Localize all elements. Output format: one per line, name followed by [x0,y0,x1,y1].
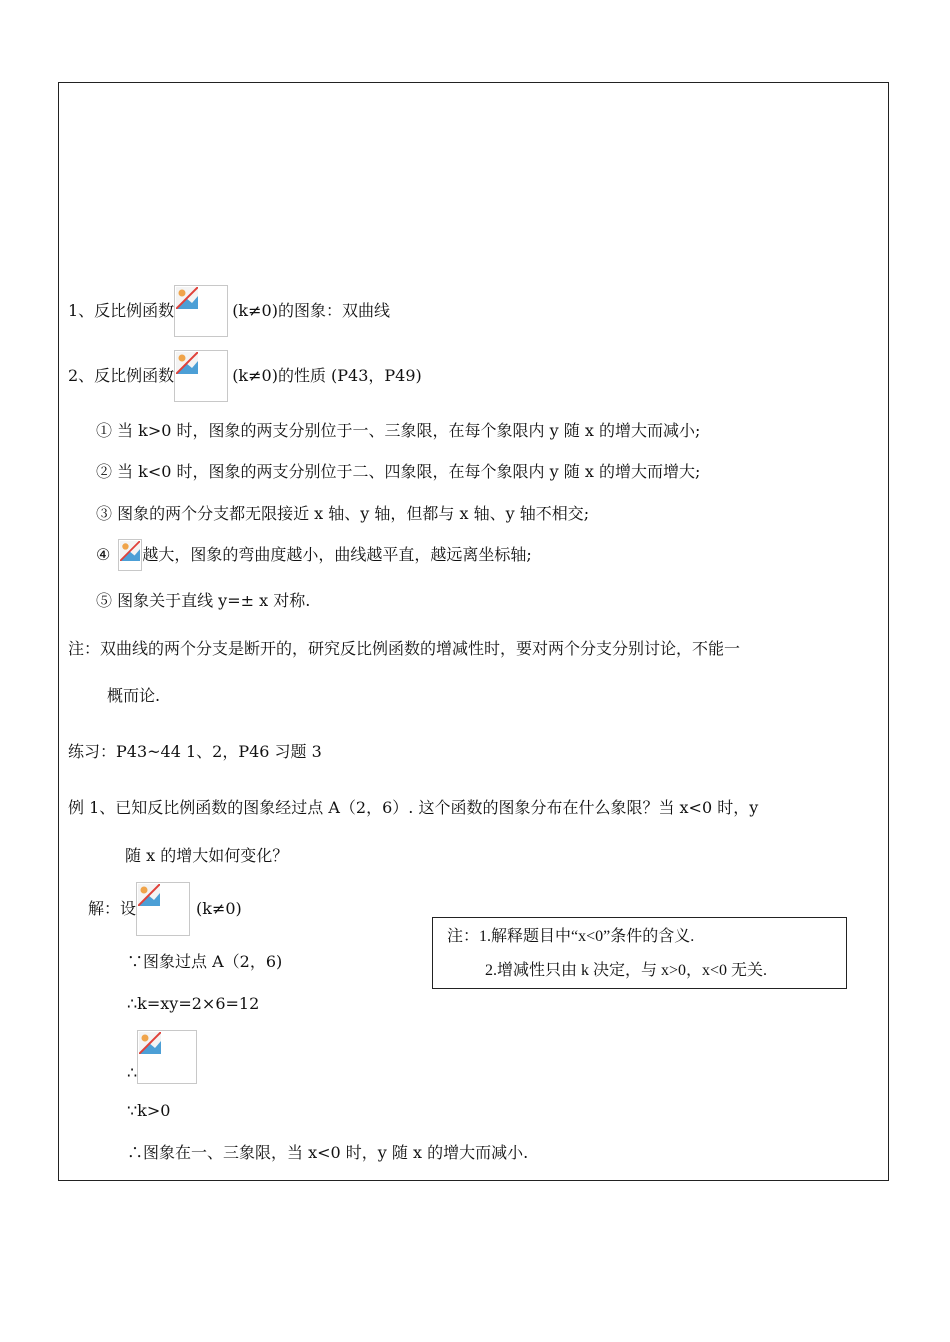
solution-step-4: ∵k>0 [127,1101,171,1120]
solution-step-2: ∴k=xy=2×6=12 [127,994,260,1013]
solution-step-1: ∵图象过点 A（2，6) [127,952,283,971]
heading-2 [68,350,422,402]
practice-line: 练习：P43~44 1、2，P46 习题 3 [68,742,322,761]
formula-image-placeholder [174,350,228,402]
property-4-text: 越大，图象的弯曲度越小，曲线越平直，越远离坐标轴; [142,545,532,564]
property-2: ② 当 k<0 时，图象的两支分别位于二、四象限，在每个象限内 y 随 x 的增大而增大; [96,462,701,481]
property-4 [96,539,532,573]
side-note-line-1: 注：1.解释题目中“x<0”条件的含义. [447,928,695,945]
formula-image-placeholder [118,539,142,571]
solution-step-3 [127,1030,197,1084]
example-line-2: 随 x 的增大如何变化？ [125,846,289,865]
property-3: ③ 图象的两个分支都无限接近 x 轴、y 轴，但都与 x 轴、y 轴不相交; [96,504,590,523]
heading-2-suffix: (k≠0)的性质 (P43，P49) [232,366,422,385]
heading-1 [68,285,390,337]
solution-line [88,882,242,936]
formula-image-placeholder [174,285,228,337]
property-5: ⑤ 图象关于直线 y=± x 对称. [96,591,311,610]
note-line-2: 概而论. [107,686,161,705]
formula-image-placeholder [136,882,190,936]
heading-1-suffix: (k≠0)的图象：双曲线 [232,301,390,320]
side-note-line-2: 2.增减性只由 k 决定，与 x>0，x<0 无关. [485,962,768,979]
heading-1-prefix: 1、反比例函数 [68,301,175,320]
formula-image-placeholder [137,1030,197,1084]
solution-condition: (k≠0) [196,899,242,918]
example-line-1: 例 1、已知反比例函数的图象经过点 A（2，6）. 这个函数的图象分布在什么象限？当 x<0 时，y [68,798,759,817]
heading-2-prefix: 2、反比例函数 [68,366,175,385]
content-frame [58,82,889,1181]
property-1: ① 当 k>0 时，图象的两支分别位于一、三象限，在每个象限内 y 随 x 的增大而减小; [96,421,701,440]
property-4-marker: ④ [96,545,111,564]
side-note-box [432,917,847,989]
therefore-symbol: ∴ [127,1063,138,1082]
solution-label: 解：设 [88,899,137,918]
note-line-1: 注：双曲线的两个分支是断开的，研究反比例函数的增减性时，要对两个分支分别讨论，不能一 [68,639,741,658]
solution-step-5: ∴图象在一、三象限，当 x<0 时，y 随 x 的增大而减小. [127,1143,529,1162]
